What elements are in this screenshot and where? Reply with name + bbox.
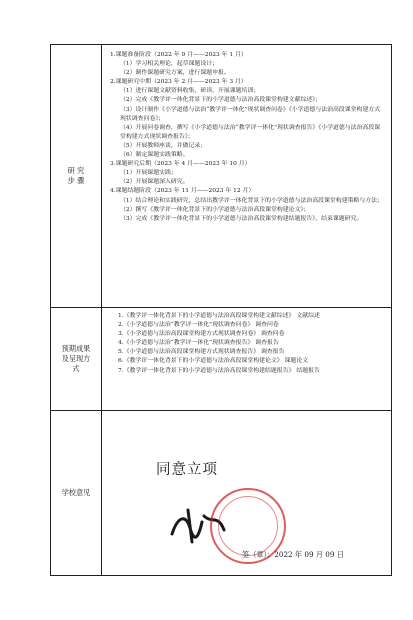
step-line: （1）开展课题实践； <box>120 170 177 177</box>
expected-outcomes-label-cell <box>51 308 102 411</box>
signature-date-line: 签（章）：2022 年 09 月 09 日 <box>242 550 344 559</box>
step-line: （1）学习相关理论，起草课题设计； <box>120 61 218 68</box>
step-line: （3）完成《教学评一体化背景下的小学道德与法治高段课堂构建结题报告》，结束课题研究。 <box>120 215 363 222</box>
step-line: （2）完成《教学评一体化背景下的小学道德与法治高段课堂构建文献综述》； <box>120 97 322 104</box>
outcome-line: 4.《小学道德与法治“教学评一体化”现状调查报告》 调查报告 <box>118 340 279 347</box>
step-line: （6）制定课题实践策略。 <box>120 152 189 159</box>
step-line: （1）结合理论和实践研究，总结出教学评一体化背景下的小学道德与法治高段课堂构建策略与方法； <box>120 197 383 204</box>
research-steps-label-cell <box>51 45 102 308</box>
step-line: 3.课题研究后期（2023 年 4 月——2023 年 10 月） <box>110 161 251 168</box>
research-steps-label: 研 究 步 骤 <box>67 166 85 185</box>
step-line: （2）制作课题研究方案，进行课题申报。 <box>120 70 230 77</box>
step-line: （2）撰写《教学评一体化背景下的小学道德与法治高段课堂构建论文》； <box>120 206 310 213</box>
outcome-line: 6.《教学评一体化背景下的小学道德与法治高段课堂构建论文》 课题论文 <box>118 358 309 365</box>
outcome-line: 5.《小学道德与法治高段课堂构建方式现状调查报告》 调查报告 <box>118 349 285 356</box>
step-line: （5）开展教师座谈，并做记录； <box>120 142 207 149</box>
step-line: 1.课题准备阶段（2022 年 9 月——2023 年 1 月） <box>110 52 247 58</box>
school-opinion-label: 学校意见 <box>61 488 91 497</box>
research-steps-row <box>51 45 392 308</box>
expected-outcomes-row <box>51 308 392 411</box>
expected-outcomes-list <box>102 308 391 376</box>
step-line: （3）设计制作《小学道德与法治“教学评一体化”现状调查问卷》《小学道德与法治高段课堂构建方式现状调查问卷》； <box>120 106 381 122</box>
step-line: （2）开展课题深入研究。 <box>120 179 189 186</box>
step-line: （4）开展问卷调查，撰写《小学道德与法治“教学评一体化”现状调查报告》《小学道德与法治高段课堂构建方式现状调查报告》； <box>120 124 381 140</box>
step-line: （1）进行课题文献资料收集、研读，开展课题培训； <box>120 88 260 95</box>
outcome-line: 3.《小学道德与法治高段课堂构建方式现状调查问卷》 调查问卷 <box>118 331 285 338</box>
outcome-line: 1.《教学评一体化背景下的小学道德与法治高段课堂构建文献综述》 文献综述 <box>118 313 320 319</box>
research-steps-list <box>102 45 391 224</box>
outcome-line: 7.《教学评一体化背景下的小学道德与法治高段课堂构建结题报告》 结题报告 <box>118 367 320 374</box>
expected-outcomes-content-cell <box>102 308 392 411</box>
step-line: 2.课题研究中期（2023 年 2 月——2023 年 3 月） <box>110 79 247 86</box>
approval-decision: 同意立项 <box>156 462 218 478</box>
school-seal-inner-ring <box>218 496 278 556</box>
step-line: 4.课题结题阶段（2023 年 11 月——2023 年 12 月） <box>110 188 255 195</box>
application-form-table <box>50 44 392 576</box>
research-steps-content-cell <box>102 45 392 308</box>
school-opinion-label-cell <box>51 411 102 576</box>
outcome-line: 2.《小学道德与法治“教学评一体化”现状调查问卷》 调查问卷 <box>118 322 279 329</box>
expected-outcomes-label: 预期成果 及呈现方 式 <box>61 344 91 373</box>
